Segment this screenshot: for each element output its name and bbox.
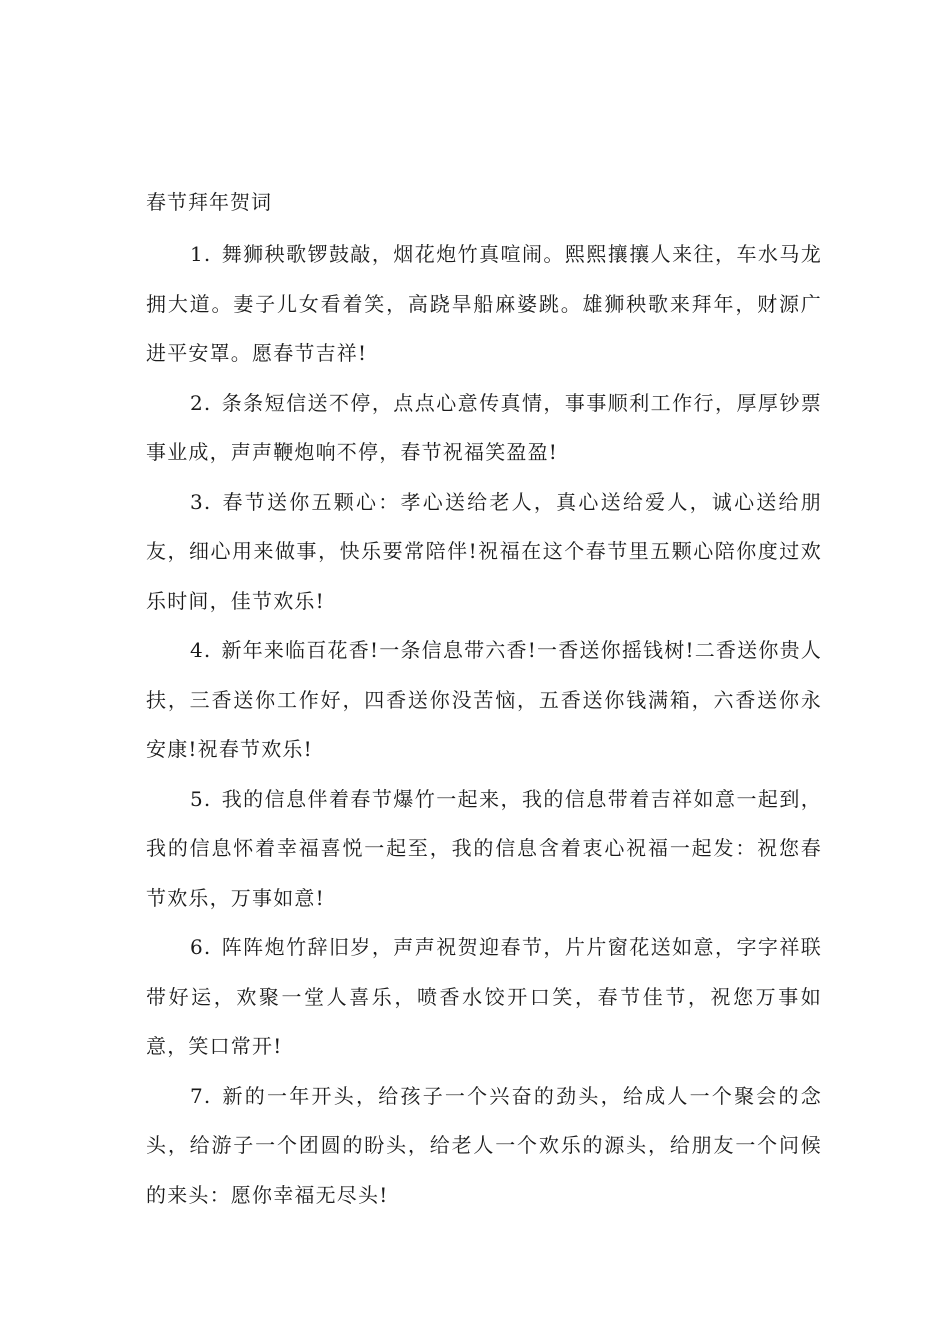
paragraph-text: 新年来临百花香!一条信息带六香!一香送你摇钱树!二香送你贵人扶，三香送你工作好，四香送你没苦恼，五香送你钱满箱，六香送你永安康!祝春节欢乐! bbox=[146, 638, 822, 761]
paragraph-number: 6. bbox=[190, 935, 212, 959]
document-title: 春节拜年贺词 bbox=[146, 190, 272, 214]
paragraph-text: 舞狮秧歌锣鼓敲，烟花炮竹真喧闹。熙熙攘攘人来往，车水马龙拥大道。妻子儿女看着笑，高跷旱船麻婆跳。雄狮秧歌来拜年，财源广进平安罩。愿春节吉祥! bbox=[146, 242, 822, 365]
paragraph-4 bbox=[146, 626, 822, 775]
paragraph-3 bbox=[146, 478, 822, 627]
paragraph-number: 2. bbox=[190, 390, 212, 415]
paragraph-text: 新的一年开头，给孩子一个兴奋的劲头，给成人一个聚会的念头，给游子一个团圆的盼头，给老人一个欢乐的源头，给朋友一个问候的来头：愿你幸福无尽头! bbox=[146, 1083, 822, 1207]
paragraph-6 bbox=[146, 923, 822, 1072]
paragraph-number: 1. bbox=[190, 242, 212, 266]
paragraph-text: 我的信息伴着春节爆竹一起来，我的信息带着吉祥如意一起到，我的信息怀着幸福喜悦一起至，我的信息含着衷心祝福一起发：祝您春节欢乐，万事如意! bbox=[146, 786, 822, 910]
paragraph-number: 7. bbox=[190, 1083, 212, 1108]
paragraph-1 bbox=[146, 230, 822, 379]
paragraph-2 bbox=[146, 379, 822, 478]
paragraph-number: 5. bbox=[190, 786, 212, 811]
document-body bbox=[146, 182, 822, 1220]
paragraph-text: 条条短信送不停，点点心意传真情，事事顺利工作行，厚厚钞票事业成，声声鞭炮响不停，春节祝福笑盈盈! bbox=[146, 390, 822, 464]
paragraph-number: 3. bbox=[190, 489, 212, 514]
paragraph-5 bbox=[146, 775, 822, 924]
paragraph-7 bbox=[146, 1072, 822, 1221]
paragraph-number: 4. bbox=[190, 638, 212, 662]
paragraph-text: 阵阵炮竹辞旧岁，声声祝贺迎春节，片片窗花送如意，字字祥联带好运，欢聚一堂人喜乐，喷香水饺开口笑，春节佳节，祝您万事如意，笑口常开! bbox=[146, 935, 822, 1058]
paragraph-text: 春节送你五颗心：孝心送给老人，真心送给爱人，诚心送给朋友，细心用来做事，快乐要常陪伴!祝福在这个春节里五颗心陪你度过欢乐时间，佳节欢乐! bbox=[146, 489, 822, 613]
